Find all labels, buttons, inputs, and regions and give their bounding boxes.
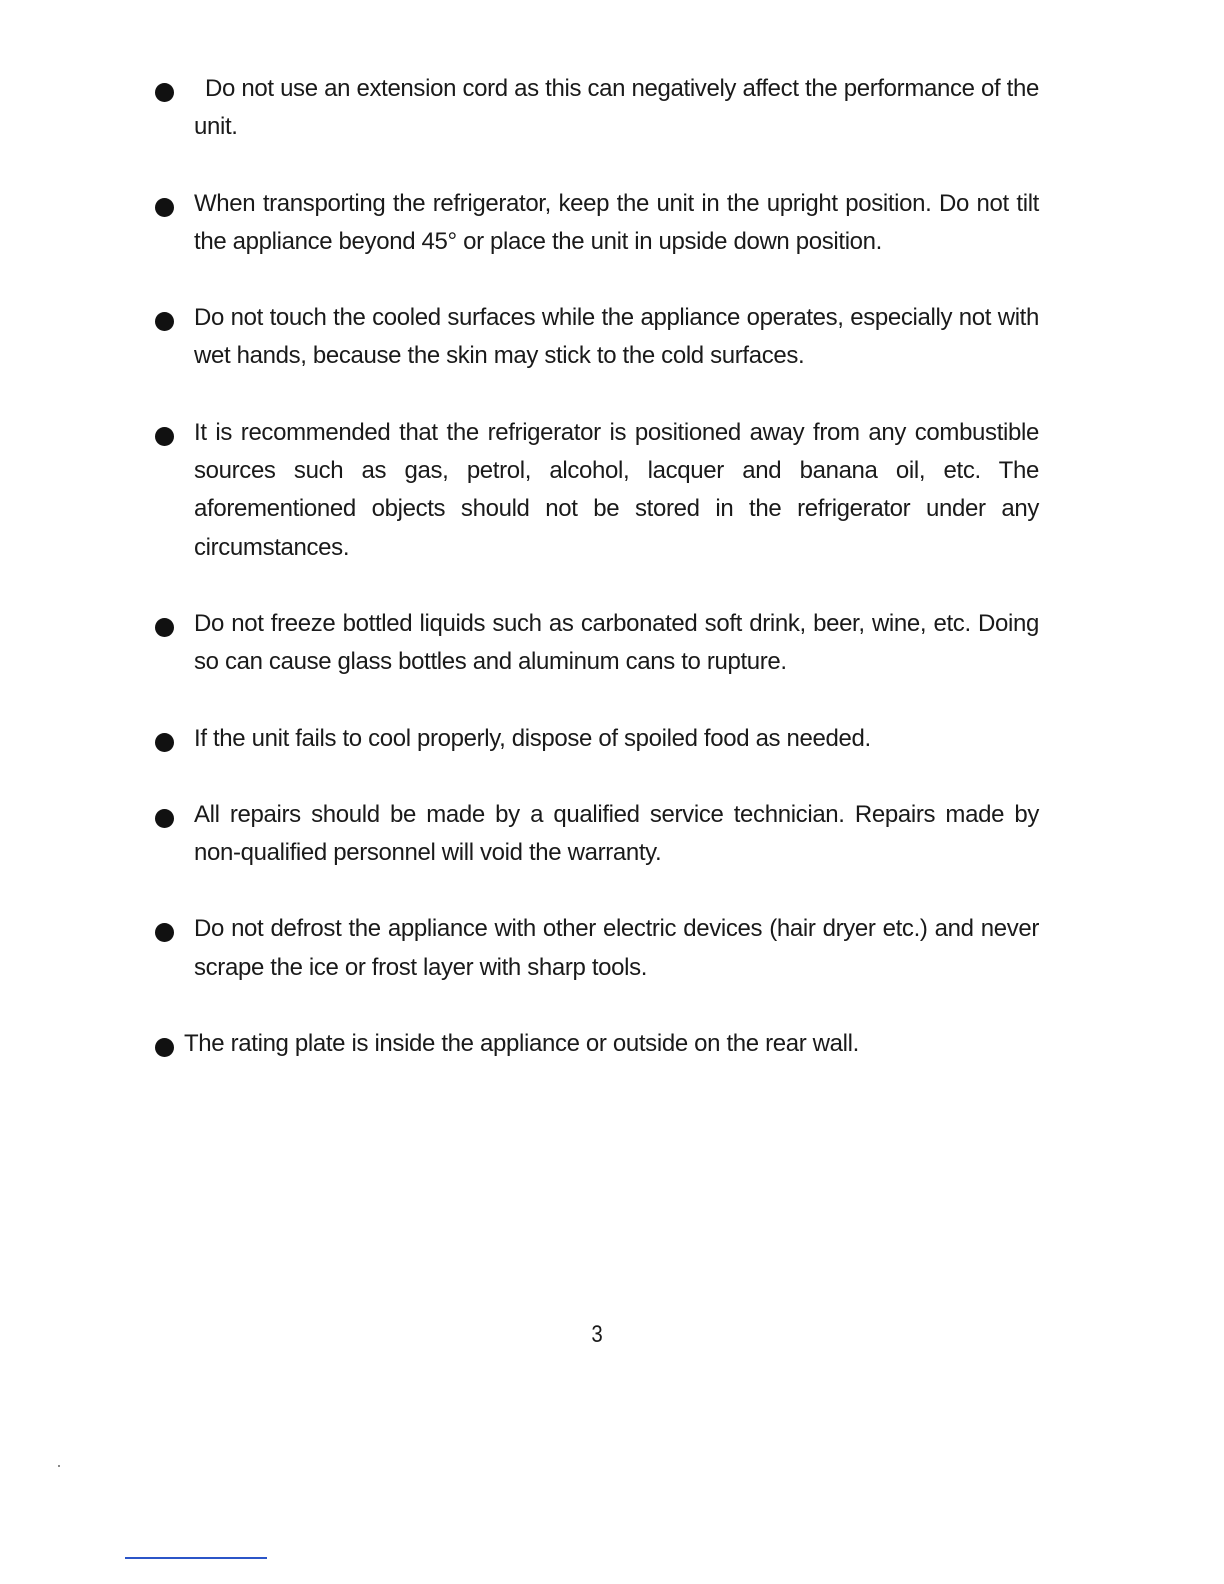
page-number: 3 <box>591 1321 603 1348</box>
list-item <box>154 605 1039 682</box>
bullet-dot-icon <box>155 733 174 752</box>
bullet-text: When transporting the refrigerator, keep the unit in the upright position. Do not tilt the appliance beyond 45° or place the unit in upside down position. <box>194 189 1039 255</box>
bullet-dot-icon <box>155 83 174 102</box>
list-item <box>154 910 1039 987</box>
bullet-dot-icon <box>155 618 174 637</box>
bullet-dot-icon <box>155 1038 174 1057</box>
list-item <box>154 720 1039 758</box>
list-item <box>154 796 1039 873</box>
bullet-dot-icon <box>155 809 174 828</box>
bullet-text: Do not use an extension cord as this can negatively affect the performance of the unit. <box>194 75 1039 141</box>
footer-rule <box>125 1557 267 1559</box>
list-item <box>154 185 1039 262</box>
bullet-text: Do not defrost the appliance with other electric devices (hair dryer etc.) and never scrape the ice or frost layer with sharp tools. <box>194 915 1039 981</box>
bullet-text: The rating plate is inside the appliance or outside on the rear wall. <box>184 1030 859 1058</box>
bullet-dot-icon <box>155 198 174 217</box>
list-item <box>154 70 1039 147</box>
list-item <box>154 414 1039 567</box>
scan-speck <box>58 1465 60 1467</box>
bullet-text: Do not freeze bottled liquids such as carbonated soft drink, beer, wine, etc. Doing so can cause glass bottles and aluminum cans to rupture. <box>194 609 1039 676</box>
bullet-text: All repairs should be made by a qualified service technician. Repairs made by non-qualified personnel will void the warranty. <box>194 800 1039 867</box>
bullet-text: If the unit fails to cool properly, dispose of spoiled food as needed. <box>194 724 871 752</box>
bullet-dot-icon <box>155 923 174 942</box>
bullet-text: It is recommended that the refrigerator is positioned away from any combustible sources such as gas, petrol, alcohol, lacquer and banana oil, etc. The aforementioned objects should not be stored in the refrigerator under any circumstances. <box>194 418 1039 561</box>
bullet-text: Do not touch the cooled surfaces while the appliance operates, especially not with wet hands, because the skin may stick to the cold surfaces. <box>194 304 1039 370</box>
list-item <box>154 1025 1039 1063</box>
safety-bullet-list <box>154 70 1039 1101</box>
bullet-dot-icon <box>155 312 174 331</box>
list-item <box>154 299 1039 376</box>
bullet-dot-icon <box>155 427 174 446</box>
